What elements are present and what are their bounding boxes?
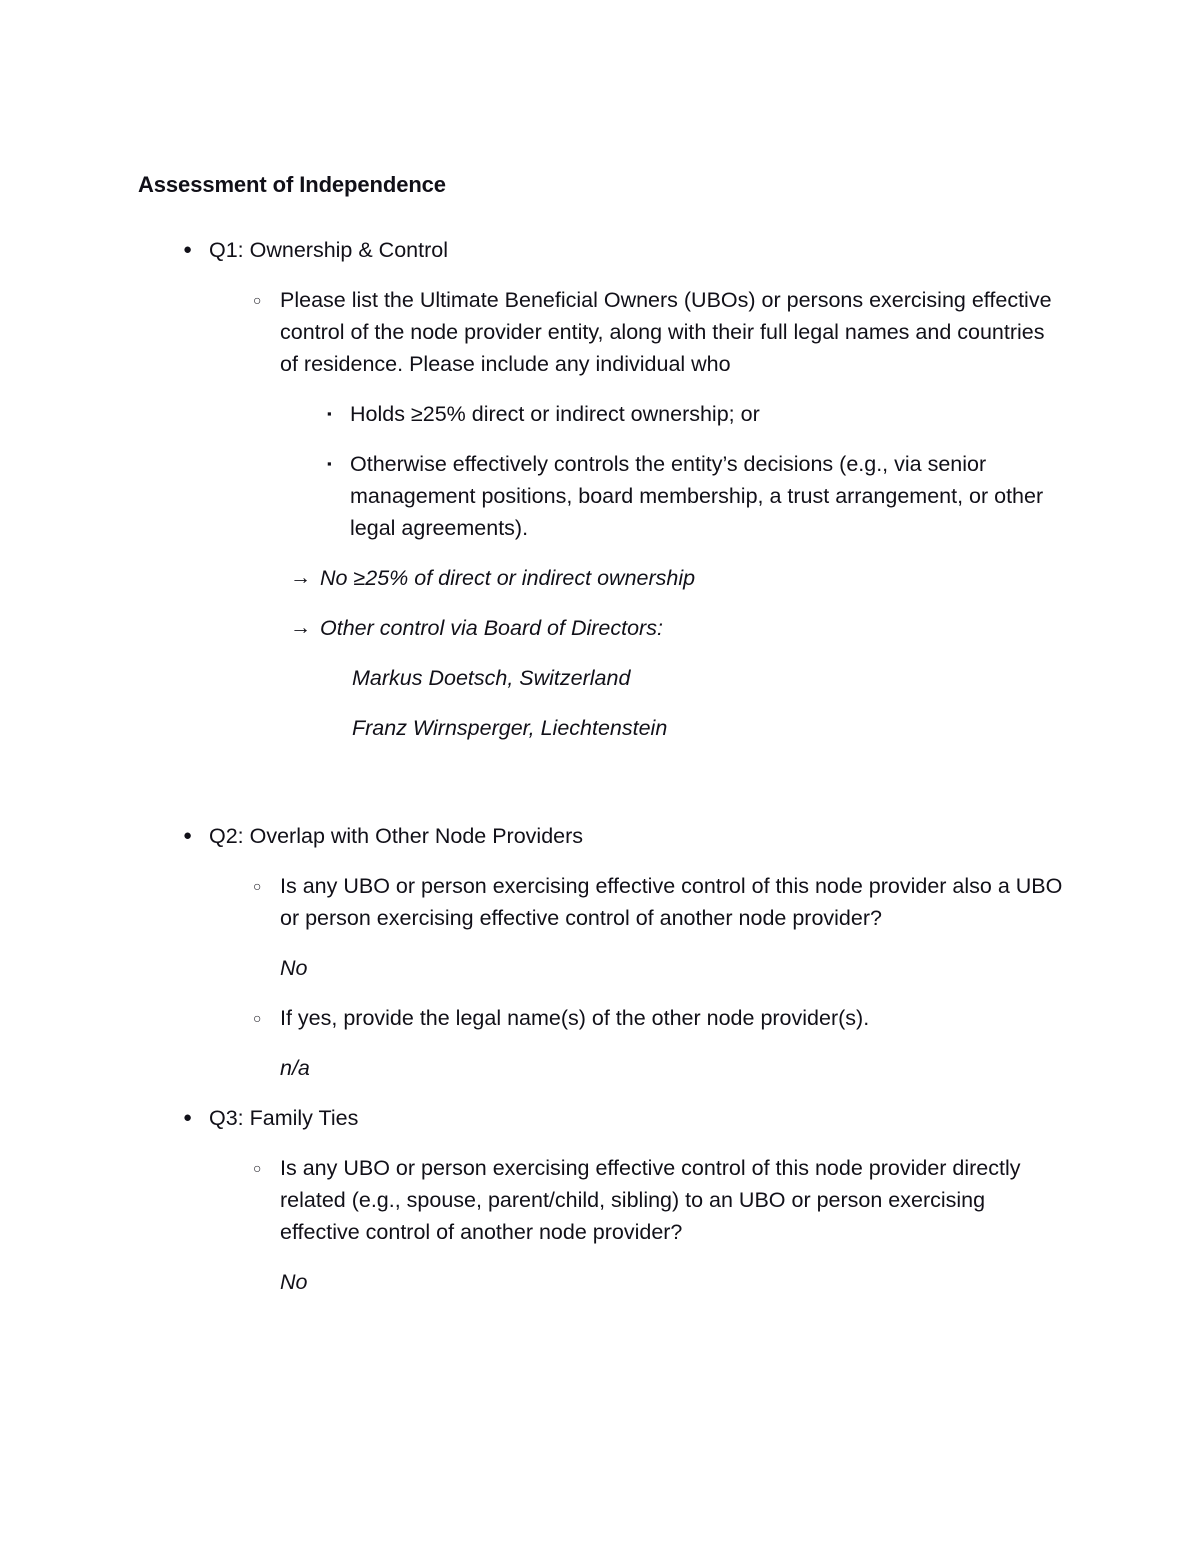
q1-director-name-2: Franz Wirnsperger, Liechtenstein <box>352 716 668 740</box>
list-item-q3-question-1 <box>253 1152 1068 1248</box>
circle-bullet-icon: ○ <box>253 1010 262 1026</box>
q2-answer-2: n/a <box>280 1056 310 1080</box>
arrow-right-icon: → <box>290 566 311 589</box>
list-item-q2 <box>183 820 1068 852</box>
page-title: Assessment of Independence <box>138 172 446 197</box>
disc-bullet-icon: ● <box>183 1109 193 1126</box>
list-item-q1 <box>183 234 1068 266</box>
q1-arrow-answer-2-text: Other control via Board of Directors: <box>320 616 663 640</box>
disc-bullet-icon: ● <box>183 241 193 258</box>
circle-bullet-icon: ○ <box>253 292 262 308</box>
q3-heading: Q3: Family Ties <box>209 1106 359 1130</box>
circle-bullet-icon: ○ <box>253 1160 262 1176</box>
square-bullet-icon: ▪ <box>327 406 332 421</box>
q2-question-2-text: If yes, provide the legal name(s) of the other node provider(s). <box>280 1006 870 1030</box>
q1-arrow-answer-1 <box>290 562 1068 594</box>
list-item-q2-question-1 <box>253 870 1068 934</box>
list-item-q2-question-2 <box>253 1002 1068 1034</box>
list-item-q1-prompt <box>253 284 1068 380</box>
q1-arrow-answer-2 <box>290 612 1068 644</box>
square-bullet-icon: ▪ <box>327 456 332 471</box>
q3-answer-1: No <box>280 1270 308 1294</box>
list-item-q1-criterion-2 <box>327 448 1068 544</box>
disc-bullet-icon: ● <box>183 827 193 844</box>
list-item-q3 <box>183 1102 1068 1134</box>
q2-answer-1: No <box>280 956 308 980</box>
q1-criterion-1-text: Holds ≥25% direct or indirect ownership; or <box>350 402 760 426</box>
section-spacer <box>138 762 1068 820</box>
document-body <box>138 170 1068 1316</box>
arrow-right-icon: → <box>290 616 311 639</box>
list-item-q1-criterion-1 <box>327 398 1068 430</box>
q1-director-name-1: Markus Doetsch, Switzerland <box>352 666 631 690</box>
q1-prompt-text: Please list the Ultimate Beneficial Owners (UBOs) or persons exercising effective control of the node provider entity, along with their full legal names and countries of residence. Please include any individual who <box>280 288 1052 376</box>
q1-heading: Q1: Ownership & Control <box>209 238 448 262</box>
q2-question-1-text: Is any UBO or person exercising effective control of this node provider also a UBO or person exercising effective control of another node provider? <box>280 874 1063 930</box>
circle-bullet-icon: ○ <box>253 878 262 894</box>
q3-question-1-text: Is any UBO or person exercising effective control of this node provider directly related (e.g., spouse, parent/child, sibling) to an UBO or person exercising effective control of another node provider? <box>280 1156 1021 1244</box>
q2-heading: Q2: Overlap with Other Node Providers <box>209 824 584 848</box>
q1-arrow-answer-1-text: No ≥25% of direct or indirect ownership <box>320 566 696 590</box>
q1-criterion-2-text: Otherwise effectively controls the entity’s decisions (e.g., via senior management positions, board membership, a trust arrangement, or other legal agreements). <box>350 452 1044 540</box>
